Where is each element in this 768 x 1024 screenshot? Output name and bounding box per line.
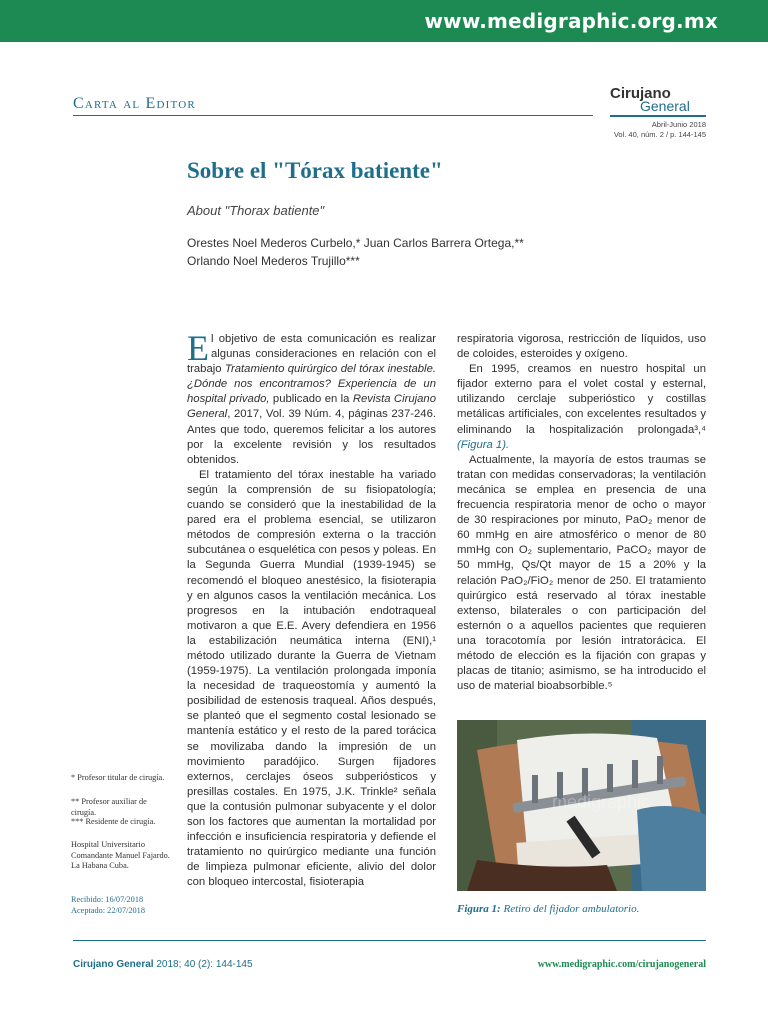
paragraph-2: El tratamiento del tórax inestable ha variado según la comprensión de su fisiopatología; cuando se consideró que la inestabilidad de la pared era el problema esencial, se utilizaron métodos de compresión externa o la tracción subcutánea o esquelética con pesos y poleas. En la Segunda Guerra Mundial (1939-1945) se recomendó el bloqueo anestésico, la fisioterapia y en algunos casos la ventilación mecánica. Los progresos en la intubación endotraqueal motivaron a que E.E. Avery defendiera en 1956 la estabilización neumática interna (ENI),¹ método utilizado durante la Guerra de Vietnam (1959-1975). La ventilación prolongada imponía la necesidad de traqueostomía y aumentó la posibilidad de estenosis traqueal. Años después, se planteó que el segmento costal lesionado se mantenía estático y el resto de la pared torácica se movilizaba dando la impresión de un movimiento paradójico. Surgen fijadores externos, cerclajes óseos subperiósticos y presillas costales. En 1975, J.K. Trinkle² señala que la contusión pulmonar subyacente y el dolor son los factores que aumentan la mortalidad por infección e insuficiencia respiratoria y defiende el tratamiento no quirúrgico mediante una función de limpieza pulmonar eficiente, alivio del dolor con bloqueo intercostal, fisioterapia bbox=[187, 468, 436, 889]
footer-divider bbox=[73, 940, 706, 941]
footer-journal: Cirujano General bbox=[73, 959, 154, 970]
journal-logo-rule bbox=[610, 115, 706, 117]
p3-text: En 1995, creamos en nuestro hospital un fijador externo para el volet costal y esternal, utilizando cerclaje subperióstico y costillas metálicas artificiales, con excelentes resultados y eliminando la hospitalización prolongada³,⁴ bbox=[457, 363, 706, 436]
footer-url[interactable]: www.medigraphic.com/cirujanogeneral bbox=[537, 959, 706, 970]
article-subtitle: About "Thorax batiente" bbox=[187, 203, 325, 218]
paragraph-1 bbox=[187, 328, 436, 468]
figure-1-caption bbox=[457, 903, 639, 915]
figure-1-caption-text: Retiro del fijador ambulatorio. bbox=[500, 903, 640, 915]
issue-volume: Vol. 40, núm. 2 / p. 144-145 bbox=[613, 130, 706, 139]
paragraph-2-continued: respiratoria vigorosa, restricción de líquidos, uso de coloides, esteroides y oxígeno. bbox=[457, 333, 706, 361]
p1-italic: Tratamiento quirúrgico del tórax inestable. ¿Dónde nos encontramos? Experiencia de un hospital privado, bbox=[187, 363, 436, 406]
article-title: Sobre el "Tórax batiente" bbox=[187, 158, 443, 183]
footnote-2: ** Profesor auxiliar de cirugía. bbox=[71, 797, 147, 817]
affiliation: Hospital Universitario Comandante Manuel Fajardo. La Habana Cuba. bbox=[71, 840, 170, 870]
issue-date: Abril-Junio 2018 bbox=[651, 120, 706, 129]
figure-1-label: Figura 1: bbox=[457, 903, 501, 915]
top-banner bbox=[0, 0, 768, 42]
accepted-date: Aceptado: 22/07/2018 bbox=[71, 905, 145, 915]
section-label: Carta al Editor bbox=[73, 95, 196, 112]
footnote-1: * Profesor titular de cirugía. bbox=[71, 773, 165, 782]
p1-text-c: , 2017, Vol. 39 Núm. 4, páginas 237-246. Antes que todo, queremos felicitar a los autores por la excelente revisión y los resultados obtenidos. bbox=[187, 408, 436, 466]
authors-line-1: Orestes Noel Mederos Curbelo,* Juan Carlos Barrera Ortega,** bbox=[187, 236, 524, 250]
footer-citation bbox=[73, 959, 253, 970]
footer-citation-text: 2018; 40 (2): 144-145 bbox=[153, 959, 253, 970]
footnote-3: *** Residente de cirugía. bbox=[71, 817, 156, 826]
journal-logo bbox=[610, 85, 710, 119]
dates bbox=[71, 895, 171, 916]
surgical-photo-illustration bbox=[457, 720, 706, 891]
journal-logo-line1: Cirujano bbox=[610, 85, 671, 102]
paragraph-3 bbox=[457, 362, 706, 453]
section-divider bbox=[73, 115, 593, 116]
received-date: Recibido: 16/07/2018 bbox=[71, 895, 144, 904]
body-column-right bbox=[457, 332, 706, 694]
figure-1-photo bbox=[457, 720, 706, 891]
paragraph-4: Actualmente, la mayoría de estos traumas se tratan con medidas conservadoras; la ventilación mecánica se emplea en presencia de una frecuencia respiratoria menor de ocho o mayor de 30 respiraciones por minuto, PaO₂ menor de 60 mmHg en aire atmosférico o menor de 80 mmHg con O₂ suplementario, PaCO₂ mayor de 50 mmHg, Qs/Qt mayor de 15 a 20% y la relación PaO₂/FiO₂ menor de 250. El tratamiento quirúrgico está reservado al tórax inestable extenso, bilaterales o con participación del esternón o a aquellos pacientes que requieren una toracotomía por lesión intratorácica. El método de elección es la fijación con grapas y placas de titanio; asimismo, se ha introducido el uso de material bioabsorbible.⁵ bbox=[457, 453, 706, 693]
dropcap: E bbox=[187, 328, 209, 368]
journal-logo-line2: General bbox=[640, 98, 690, 114]
p1-text-b: publicado en la bbox=[269, 393, 353, 406]
figure-1-link[interactable]: (Figura 1). bbox=[457, 438, 510, 451]
body-column-left bbox=[187, 328, 436, 890]
p1-journal-ref: Revista Cirujano General bbox=[187, 393, 436, 421]
photo-watermark: medigraphic bbox=[552, 792, 651, 812]
p1-text-a: l objetivo de esta comunicación es realizar algunas consideraciones en relación con el trabajo bbox=[187, 333, 436, 376]
site-url[interactable]: www.medigraphic.org.mx bbox=[424, 9, 718, 33]
authors-line-2: Orlando Noel Mederos Trujillo*** bbox=[187, 254, 360, 268]
